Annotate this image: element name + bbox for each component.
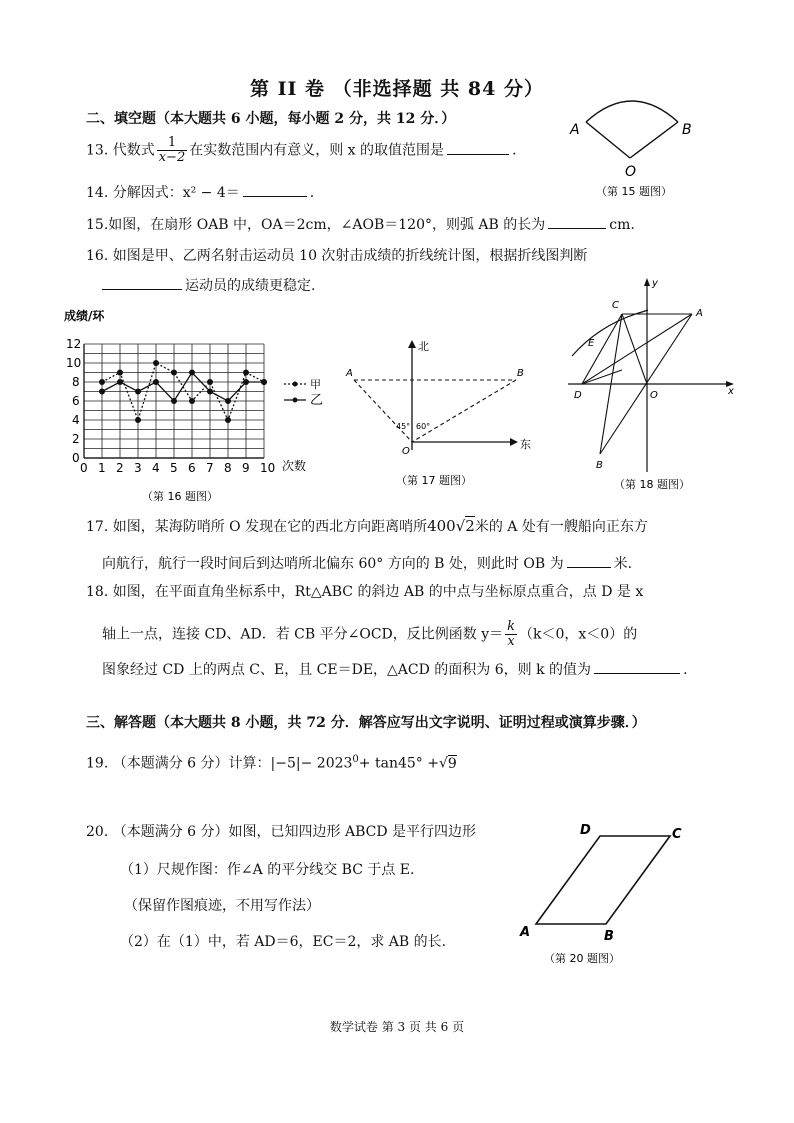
x-tick-label: 7 — [206, 461, 214, 475]
y-tick-label: 0 — [72, 451, 80, 465]
q13-end: . — [512, 142, 517, 159]
q17-text-a: 17. 如图，某海防哨所 O 发现在它的西北方向距离哨所 — [86, 519, 428, 535]
data-point-yi — [171, 398, 177, 404]
east-arrow-icon — [510, 438, 518, 446]
q15-unit: cm. — [609, 217, 635, 233]
q13-text: 在实数范围内有意义，则 x 的取值范围是 — [189, 142, 445, 159]
figure-17-bearing — [340, 332, 540, 492]
q19-exponent: 0 — [352, 754, 359, 765]
line-oa — [354, 380, 412, 442]
figure-15-sector — [560, 92, 710, 202]
q18-answer-blank[interactable] — [594, 658, 680, 674]
radius-oa — [586, 122, 630, 158]
question-20-part-1: （1）尺规作图：作∠A 的平分线交 BC 于点 E. — [120, 862, 415, 878]
data-point-jia — [171, 370, 177, 376]
figure-17-caption: （第 17 题图） — [396, 474, 472, 487]
q16-text: 运动员的成绩更稳定. — [185, 278, 316, 294]
data-point-yi — [243, 379, 249, 385]
q19-year: − 2023 — [300, 755, 353, 772]
y-arrow-icon — [644, 278, 650, 286]
q17-end: 米. — [613, 556, 633, 572]
q14-end: . — [309, 185, 315, 201]
q14-text: 14. 分解因式：x² − 4＝ — [86, 185, 240, 201]
label-c: C — [672, 827, 682, 842]
q18-fraction — [505, 620, 517, 649]
data-point-jia — [207, 379, 213, 385]
x-tick-label: 1 — [98, 461, 106, 475]
q18-frac-den: x — [507, 634, 515, 649]
radius-ob — [630, 122, 678, 158]
label-y: y — [652, 278, 658, 289]
question-17-line-2 — [102, 552, 632, 574]
question-19 — [86, 750, 457, 774]
y-tick-label: 4 — [72, 413, 80, 427]
label-o: O — [402, 446, 410, 457]
question-18-line-2 — [102, 620, 637, 649]
figure-18-coordinate — [560, 272, 740, 497]
question-20-part-1-note: （保留作图痕迹，不用写作法） — [124, 898, 320, 914]
x-tick-label: 4 — [152, 461, 160, 475]
label-a: A — [520, 925, 531, 940]
label-east: 东 — [520, 438, 531, 451]
x-tick-label: 9 — [242, 461, 250, 475]
series-line-yi — [102, 373, 264, 402]
label-b: B — [517, 368, 524, 379]
question-16-line-2 — [102, 274, 315, 296]
sqrt-icon: √ — [438, 755, 448, 772]
q14-answer-blank[interactable] — [243, 181, 307, 197]
q17-distance — [427, 516, 475, 535]
question-20-part-2: （2）在（1）中，若 AD＝6，EC＝2，求 AB 的长. — [120, 934, 447, 950]
data-point-jia — [189, 398, 195, 404]
q18-text-a: 轴上一点，连接 CD、AD．若 CB 平分∠OCD，反比例函数 y＝ — [102, 626, 504, 643]
q15-answer-blank[interactable] — [548, 213, 606, 229]
q17-answer-blank[interactable] — [567, 552, 611, 568]
line-ob — [412, 380, 516, 442]
data-point-jia — [99, 379, 105, 385]
figure-16-caption: （第 16 题图） — [142, 490, 218, 503]
data-point-yi — [207, 389, 213, 395]
figure-15-caption: （第 15 题图） — [596, 185, 672, 198]
q19-radicand: 9 — [447, 755, 457, 772]
q18-text-b: （k＜0，x＜0）的 — [519, 626, 638, 643]
q17-distance-coef: 400 — [427, 517, 456, 535]
sqrt-icon: √ — [455, 517, 466, 535]
x-tick-label: 2 — [116, 461, 124, 475]
arc-ab — [586, 101, 678, 122]
y-tick-label: 10 — [66, 356, 82, 370]
q13-frac-den: x−2 — [158, 150, 186, 165]
y-axis-label: 成绩/环 — [64, 309, 105, 323]
data-point-yi — [117, 379, 123, 385]
data-point-yi — [225, 398, 231, 404]
data-point-yi — [99, 389, 105, 395]
page-title: 第 II 卷 （非选择题 共 84 分） — [250, 78, 544, 100]
data-point-jia — [225, 417, 231, 423]
q19-abs: |−5| — [270, 755, 301, 772]
figure-18-caption: （第 18 题图） — [614, 478, 690, 491]
question-17-line-1 — [86, 516, 648, 537]
question-15 — [86, 213, 635, 235]
q17-distance-radicand: 2 — [465, 517, 475, 535]
section-heading-fill-in: 二、填空题（本大题共 6 小题，每小题 2 分，共 12 分．） — [86, 111, 456, 127]
legend-label-jia: 甲 — [310, 378, 321, 391]
chart-legend — [284, 378, 323, 408]
legend-marker-jia — [293, 382, 298, 387]
q19-label: 19. （本题满分 6 分）计算： — [86, 755, 271, 772]
label-north: 北 — [418, 340, 429, 353]
x-axis-label: 次数 — [282, 459, 307, 473]
label-o: O — [650, 390, 658, 401]
chart-tick-labels — [66, 337, 275, 475]
q17-text-c: 向航行，航行一段时间后到达哨所北偏东 60° 方向的 B 处，则此时 OB 为 — [102, 556, 564, 572]
angle-60: 60° — [416, 422, 431, 431]
x-tick-label: 6 — [188, 461, 196, 475]
data-point-yi — [189, 370, 195, 376]
data-point-yi — [135, 389, 141, 395]
label-c: C — [612, 300, 619, 311]
question-20-line-1: 20. （本题满分 6 分）如图，已知四边形 ABCD 是平行四边形 — [86, 824, 477, 840]
x-tick-label: 5 — [170, 461, 178, 475]
data-point-jia — [117, 370, 123, 376]
line-ad — [582, 314, 692, 384]
angle-45: 45° — [396, 422, 411, 431]
data-point-yi — [153, 379, 159, 385]
label-a: A — [570, 122, 580, 138]
q18-end: . — [683, 662, 688, 678]
question-18-line-3 — [102, 658, 688, 680]
page-footer: 数学试卷 第 3 页 共 6 页 — [329, 1020, 465, 1034]
label-b: B — [596, 460, 603, 471]
label-e: E — [588, 338, 595, 349]
line-co — [622, 314, 647, 384]
parallelogram-abcd — [536, 836, 670, 924]
q13-frac-num: 1 — [157, 136, 188, 151]
q13-prefix: 13. 代数式 — [86, 142, 155, 159]
x-tick-label: 10 — [260, 461, 276, 475]
q17-text-b: 米的 A 处有一艘船向正东方 — [474, 519, 648, 535]
y-tick-label: 8 — [72, 375, 80, 389]
data-point-jia — [135, 417, 141, 423]
q18-text-c: 图象经过 CD 上的两点 C、E，且 CE＝DE，△ACD 的面积为 6，则 k 的值为 — [102, 662, 592, 678]
q15-text: 15.如图，在扇形 OAB 中，OA＝2cm，∠AOB＝120°，则弧 AB 的长为 — [86, 217, 546, 233]
question-14 — [86, 181, 314, 203]
label-a: A — [696, 308, 703, 319]
label-d: D — [580, 823, 591, 838]
y-tick-label: 6 — [72, 394, 80, 408]
question-16-line-1: 16. 如图是甲、乙两名射击运动员 10 次射击成绩的折线统计图，根据折线图判断 — [86, 248, 588, 264]
question-18-line-1: 18. 如图，在平面直角坐标系中，Rt△ABC 的斜边 AB 的中点与坐标原点重合，点 D 是 x — [86, 584, 644, 600]
section-heading-solutions: 三、解答题（本大题共 8 小题，共 72 分．解答应写出文字说明、证明过程或演算步骤．） — [86, 715, 646, 731]
label-b: B — [682, 122, 692, 138]
q13-answer-blank[interactable] — [447, 139, 509, 155]
figure-20-caption: （第 20 题图） — [544, 952, 620, 965]
north-arrow-icon — [408, 340, 416, 348]
data-point-jia — [153, 360, 159, 366]
q13-fraction — [157, 136, 188, 165]
legend-marker-yi — [293, 398, 298, 403]
label-o: O — [625, 164, 637, 180]
label-x: x — [728, 386, 734, 397]
q16-answer-blank[interactable] — [102, 274, 182, 290]
figure-20-parallelogram — [508, 818, 694, 974]
q18-frac-num: k — [507, 619, 516, 634]
x-tick-label: 0 — [80, 461, 88, 475]
legend-label-yi: 乙 — [310, 393, 324, 408]
y-tick-label: 12 — [66, 337, 82, 351]
line-de — [582, 370, 622, 384]
question-13 — [86, 136, 516, 165]
x-tick-label: 3 — [134, 461, 142, 475]
x-tick-label: 8 — [224, 461, 232, 475]
label-d: D — [574, 390, 582, 401]
label-b: B — [604, 929, 614, 944]
data-point-jia — [243, 370, 249, 376]
q19-tan: + tan45° + — [358, 755, 439, 772]
figure-16-line-chart — [62, 302, 352, 507]
y-tick-label: 2 — [72, 432, 80, 446]
label-a: A — [346, 368, 353, 379]
data-point-yi — [261, 379, 267, 385]
